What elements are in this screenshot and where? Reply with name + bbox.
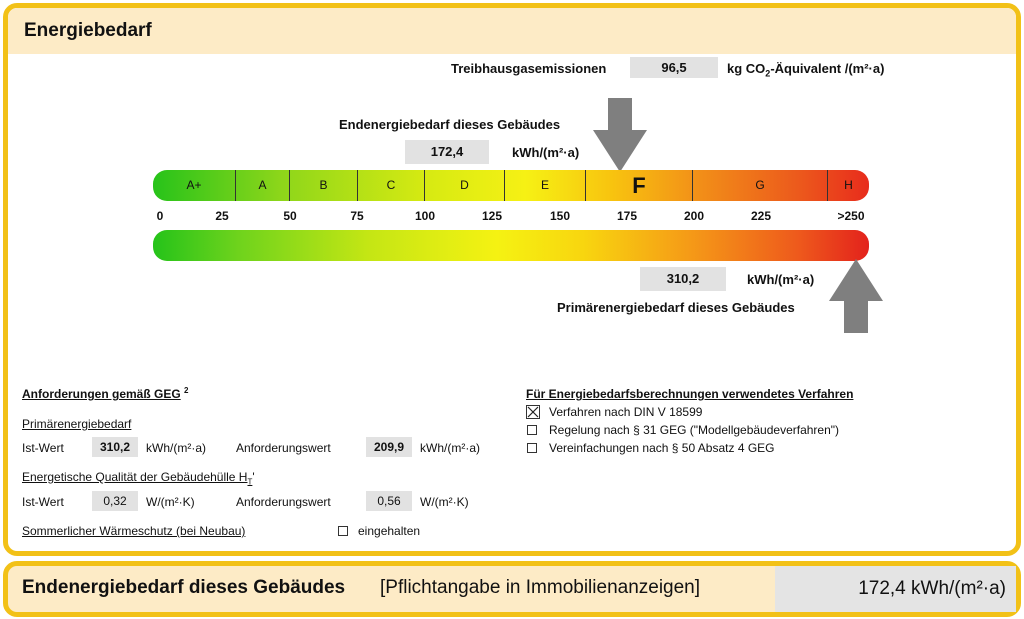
endenergie-unit: kWh/(m²·a) xyxy=(512,145,580,160)
tick-label: 100 xyxy=(414,209,436,223)
primaerenergie-unit: kWh/(m²·a) xyxy=(747,272,815,287)
footer-title: Endenergiebedarf dieses Gebäudes xyxy=(22,577,346,598)
class-a: A xyxy=(236,170,290,201)
huelle-unit-2: W/(m²·K) xyxy=(420,495,469,509)
endenergie-label: Endenergiebedarf dieses Gebäudes xyxy=(339,117,561,132)
tick-label: 25 xyxy=(215,209,229,223)
tick-label: 50 xyxy=(283,209,297,223)
anf-label-2: Anforderungswert xyxy=(236,495,331,509)
tick-label: 125 xyxy=(481,209,503,223)
procedure-checkbox-50[interactable] xyxy=(527,443,537,453)
ist-huelle-value: 0,32 xyxy=(92,491,138,511)
energy-class-scale xyxy=(153,170,869,201)
primaerenergie-arrow-icon xyxy=(829,259,883,333)
tick-label: >250 xyxy=(837,209,865,223)
class-e: E xyxy=(505,170,586,201)
procedure-label-50: Vereinfachungen nach § 50 Absatz 4 GEG xyxy=(549,441,775,455)
footer-note: [Pflichtangabe in Immobilienanzeigen] xyxy=(380,577,701,598)
procedure-checkbox-31[interactable] xyxy=(527,425,537,435)
ist-label: Ist-Wert xyxy=(22,441,64,455)
ist-primary-value: 310,2 xyxy=(92,437,138,457)
class-b: B xyxy=(290,170,358,201)
huelle-title: Energetische Qualität der Gebäudehülle $H_T'$ xyxy=(22,470,255,487)
footer-value: 172,4 kWh/(m²·a) xyxy=(858,578,1006,599)
huelle-unit: W/(m²·K) xyxy=(146,495,195,509)
procedure-checkbox-din[interactable] xyxy=(526,405,540,419)
card-title: Energiebedarf xyxy=(24,20,152,41)
energy-gradient-bar xyxy=(153,230,869,261)
summer-checkbox-label: eingehalten xyxy=(358,524,421,538)
procedure-label-din: Verfahren nach DIN V 18599 xyxy=(549,405,703,419)
summer-protection-label: Sommerlicher Wärmeschutz (bei Neubau) xyxy=(22,524,246,538)
tick-label: 175 xyxy=(616,209,638,223)
summer-checkbox[interactable] xyxy=(338,526,348,536)
class-h: H xyxy=(844,178,853,192)
checkmark-x-icon xyxy=(527,406,539,418)
tick-label: 225 xyxy=(750,209,772,223)
primaerenergie-value: 310,2 xyxy=(640,267,726,291)
procedures-title: Für Energiebedarfsberechnungen verwendetes Verfahren xyxy=(526,387,854,401)
primary-unit: kWh/(m²·a) xyxy=(146,441,206,455)
footer-bar xyxy=(3,561,1021,617)
procedure-label-31: Regelung nach § 31 GEG ("Modellgebäudeverfahren") xyxy=(549,423,840,437)
class-c: C xyxy=(358,170,425,201)
emissions-value: 96,5 xyxy=(630,57,718,78)
class-a-plus: A+ xyxy=(153,170,236,201)
anf-huelle-value: 0,56 xyxy=(366,491,412,511)
tick-label: 200 xyxy=(683,209,705,223)
class-f-current: F xyxy=(586,170,693,201)
tick-label: 75 xyxy=(350,209,364,223)
anf-label: Anforderungswert xyxy=(236,441,331,455)
tick-label: 0 xyxy=(156,209,164,223)
class-d: D xyxy=(425,170,505,201)
endenergie-value: 172,4 xyxy=(405,140,489,164)
tick-label: 150 xyxy=(549,209,571,223)
footer-value-box xyxy=(775,566,1016,612)
card-header xyxy=(8,8,1016,54)
emissions-label: Treibhausgasemissionen xyxy=(451,61,607,76)
endenergie-arrow-icon xyxy=(593,98,647,172)
class-g: G xyxy=(693,170,828,201)
emissions-unit: kg $CO_2$-Äquivalent /(m²·a) xyxy=(727,61,885,79)
primary-unit-2: kWh/(m²·a) xyxy=(420,441,480,455)
ist-label-2: Ist-Wert xyxy=(22,495,64,509)
anf-primary-value: 209,9 xyxy=(366,437,412,457)
primary-requirement-title: Primärenergiebedarf xyxy=(22,417,132,431)
primaerenergie-label: Primärenergiebedarf dieses Gebäudes xyxy=(557,300,795,315)
requirements-title: Anforderungen gemäß GEG $^2$ xyxy=(22,386,189,401)
